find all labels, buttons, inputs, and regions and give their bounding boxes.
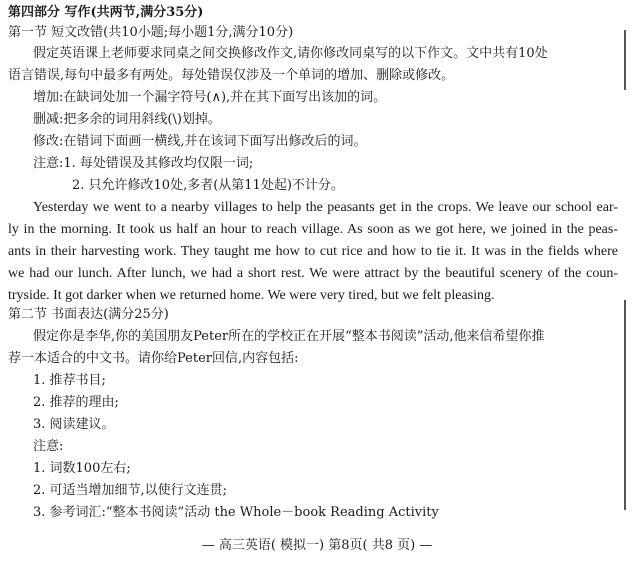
content-point: 3. 阅读建议。 xyxy=(33,417,115,432)
note-line: 注意:1. 每处错误及其修改均仅限一词; xyxy=(33,156,254,171)
instruction-line: 语言错误,每句中最多有两处。每处错误仅涉及一个单词的增加、删除或修改。 xyxy=(8,68,455,83)
scan-edge-line xyxy=(624,30,626,90)
content-point: 2. 推荐的理由; xyxy=(33,395,119,410)
prompt-line: 假定你是李华,你的美国朋友Peter所在的学校正在开展“整本书阅读”活动,他来信希望你推 xyxy=(33,329,545,344)
section1-heading: 第一节 短文改错(共10小题;每小题1分,满分10分) xyxy=(8,25,294,40)
scan-edge-line xyxy=(624,300,626,510)
passage-line: Yesterday we went to a nearby villages to help the peasants get in the crops. We leave our school ear- xyxy=(33,200,618,215)
passage-line: tryside. It got darker when we returned home. We were very tired, but we felt pleasing. xyxy=(8,288,495,303)
passage-line: we had our lunch. After lunch, we had a short rest. We were attract by the beautiful scenery of the coun- xyxy=(8,266,618,281)
note-line: 2. 只允许修改10处,多者(从第11处起)不计分。 xyxy=(72,178,344,193)
instruction-line: 增加:在缺词处加一个漏字符号(∧),并在其下面写出该加的词。 xyxy=(33,90,387,105)
notes-heading: 注意: xyxy=(33,439,64,454)
note-item: 1. 词数100左右; xyxy=(33,461,131,476)
content-point: 1. 推荐书目; xyxy=(33,373,106,388)
passage-line: ly in the morning. It took us half an hour to reach village. As soon as we got here, we joined in the peas- xyxy=(8,222,618,237)
instruction-line: 删减:把多余的词用斜线(\)划掉。 xyxy=(33,112,221,127)
instruction-line: 假定英语课上老师要求同桌之间交换修改作文,请你修改同桌写的以下作文。文中共有10处 xyxy=(33,46,548,61)
section2-heading: 第二节 书面表达(满分25分) xyxy=(8,307,169,322)
note-item: 2. 可适当增加细节,以使行文连贯; xyxy=(33,483,228,498)
prompt-line: 荐一本适合的中文书。请你给Peter回信,内容包括: xyxy=(8,351,299,366)
passage-line: ants in their harvesting work. They taught me how to cut rice and how to tie it. It was in the fields where xyxy=(8,244,618,259)
note-item: 3. 参考词汇:“整本书阅读”活动 the Whole－book Reading Activity xyxy=(33,505,439,520)
instruction-line: 修改:在错词下面画一横线,并在该词下面写出修改后的词。 xyxy=(33,134,367,149)
page-footer: — 高三英语( 模拟一) 第8页( 共8 页) — xyxy=(201,538,433,553)
part-heading: 第四部分 写作(共两节,满分35分) xyxy=(8,5,204,20)
